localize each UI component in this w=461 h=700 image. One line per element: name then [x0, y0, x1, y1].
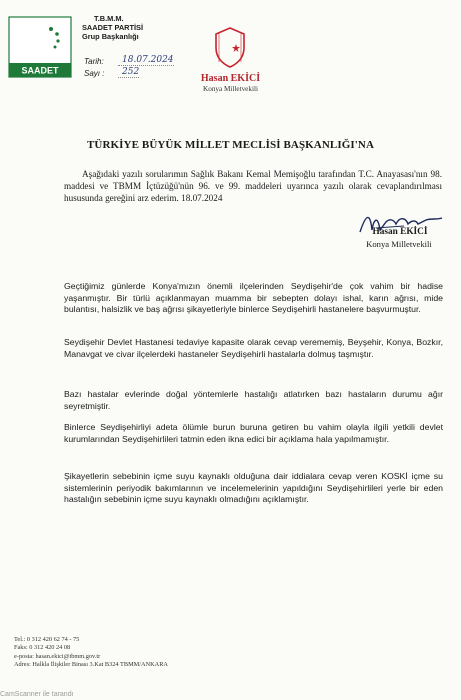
footer-adres: Adres: Halkla İlişkiler Binası 3.Kat B324 TBMM/ANKARA [14, 661, 168, 669]
party-line-2: SAADET PARTİSİ [82, 23, 144, 32]
paragraph-5: Şikayetlerin sebebinin içme suyu kaynaklı olduğuna dair iddialara cevap veren KOSKİ içme su sistemlerinin periyodik bakımlarının ve incelemelerinin yapıldığını Seydişehirlileri yerle bir eden hastalığın sebebinin içme suyu kaynaklı olmadığını açıklamıştır. [64, 471, 443, 505]
paragraph-4: Binlerce Seydişehirliyi adeta ölümle burun buruna getiren bu vahim olayla ilgili yetkili devlet kurumlarından Seydişehirlileri tatmin eden ikna edici bir açıklama hala yapılmamıştır. [64, 422, 443, 444]
contact-footer [14, 636, 274, 670]
signature-title: Konya Milletvekili [366, 239, 432, 249]
addressee-heading: TÜRKİYE BÜYÜK MİLLET MECLİSİ BAŞKANLIĞI'NA [87, 139, 374, 151]
party-line-1: T.B.M.M. [94, 14, 124, 23]
mp-name: Hasan EKİCİ [200, 73, 261, 84]
footer-tel: Tel.: 0 312 420 62 74 - 75 [14, 636, 80, 643]
intro-paragraph [64, 168, 442, 204]
date-value: 18.07.2024 [118, 55, 174, 66]
number-value: 252 [118, 67, 139, 78]
mp-subtitle: Konya Milletvekili [203, 85, 258, 93]
paragraph-2: Seydişehir Devlet Hastanesi tedaviye kapasite olarak cevap verememiş, Beyşehir, Konya, Bozkır, Manavgat ve civar ilçelerdeki hastaneler Seydişehirli hastalarla dolmuş taşmıştır. [64, 337, 443, 359]
intro-text: Aşağıdaki yazılı sorularımın Sağlık Bakanı Kemal Memişoğlu tarafından T.C. Anayasası'nın 98. maddesi ve TBMM İçtüzüğü'nün 96. ve 99. maddeleri uyarınca yazılı olarak cevaplandırılması hususunda gereğini arz ederim. 18.07.2024 [64, 169, 442, 203]
logo-text: SAADET [21, 65, 59, 76]
paragraph-1: Geçtiğimiz günlerde Konya'mızın önemli ilçelerinden Seydişehir'de çok vahim bir hadise yaşanmıştır. Bir türlü açıklanmayan muamma bir sebepten dolayı ishal, karın ağrısı, mide bulantısı, halsizlik ve baş ağrısı şikayetleriyle binlerce Seydişehirli hastanelere başvurmuştur. [64, 281, 443, 315]
party-line-3: Grup Başkanlığı [82, 32, 139, 41]
scanner-watermark: CamScanner ile tarandı [0, 691, 74, 698]
tbmm-emblem-icon [213, 26, 247, 68]
signature-name: Hasan EKİCİ [372, 227, 428, 237]
paragraph-3: Bazı hastalar evlerinde doğal yöntemlerle hastalığı atlatırken bazı hastaların durumu ağır seyretmiştir. [64, 389, 443, 411]
footer-email: e-posta: hasan.ekici@tbmm.gov.tr [14, 652, 101, 660]
saadet-party-logo [8, 16, 72, 78]
footer-faks: Faks: 0 312 420 24 08 [14, 644, 71, 652]
date-label: Tarih: [84, 57, 104, 66]
party-header [78, 14, 208, 41]
number-label: Sayı : [84, 69, 105, 78]
